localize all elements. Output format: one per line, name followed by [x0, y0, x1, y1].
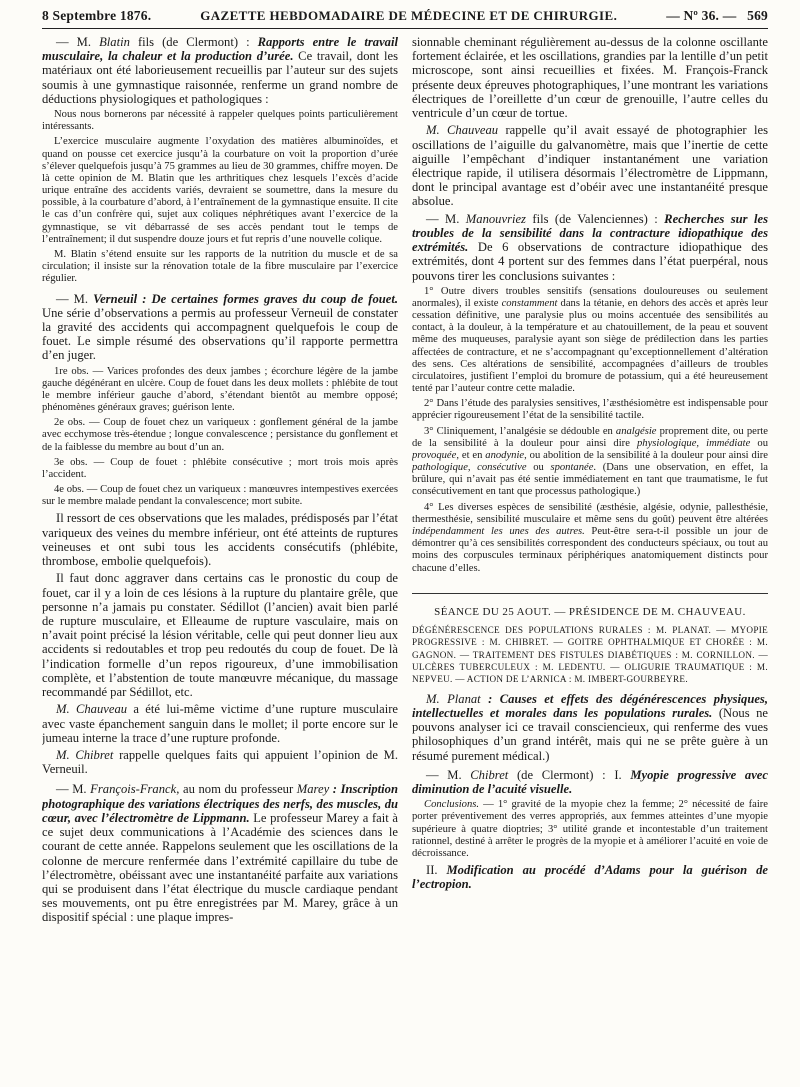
author-name: Verneuil: [93, 291, 138, 306]
professor-name: Marey: [296, 782, 330, 797]
header-journal-title: GAZETTE HEBDOMADAIRE DE MÉDECINE ET DE CHIRURGIE.: [200, 8, 618, 23]
francois-franck-continuation: sionnable cheminant régulièrement au-dessus de la colonne oscillante fortement éclairée, et les oscillations, grandies par la lentille d’un petit microscope, sont ainsi recueillies et fixées. M. François-Franck présente deux épreuves photographiques, l’une montrant les variations électriques de l’oreillette d’un cœur de grenouille, l’autre celles du ventricule d’un cœur de tortue.: [412, 35, 768, 121]
article-title: : Causes et effets des dégénérescences physiques, intellectuelles et morales dans les populations rurales.: [412, 691, 768, 720]
conclusion-3: 3° Cliniquement, l’analgésie se dédouble en analgésie proprement dite, ou perte de la sensibilité à la douleur pour ainsi dire physiologique, immédiate ou provoquée, et en anodynie, ou abolition de la sensibilité à la douleur pour ainsi dire pathologique, consécutive ou spontanée. (Dans une observation, en effet, la brûlure, qui n’avait pas été sentie immédiatement en tant que traumatisme, le fut consécutivement en tant que processus pathologique.): [412, 425, 768, 498]
article-title: Myopie progressive avec diminution de l’acuité visuelle.: [412, 767, 768, 797]
chibret-abstract: — M. Chibret (de Clermont) : I. Myopie progressive avec diminution de l’acuité visuelle.: [412, 767, 768, 797]
conclusion-4: 4° Les diverses espèces de sensibilité (æsthésie, algésie, odynie, pallesthésie, thermesthésie, sensibilité musculaire et même sens du goût) peuvent être altérées indépendamment les unes des autres. Peut-être sera-t-il possible un jour de démontrer qu’à ces sensibilités correspondent des conducteurs spéciaux, ou tout au moins des corpuscules terminaux périphériques anatomiquement distincts pour chacune d’elles.: [412, 501, 768, 574]
chibret-remark: M. Chibret rappelle quelques faits qui appuient l’opinion de M. Verneuil.: [42, 747, 398, 777]
author-name: M. Chauveau: [56, 702, 128, 717]
chibret-conclusions: Conclusions. — 1° gravité de la myopie chez la femme; 2° nécessité de faire porter préventivement des verres appropriés, aux femmes atteintes d’une myopie supérieure à quatre dioptries; 3° utilité grande et incontestable d’un traitement rationnel, destiné à arrêter le progrès de la myopie et à améliorer l’acuité en voie de décroissance.: [412, 799, 768, 859]
author-name: M. Chibret: [56, 747, 114, 762]
session-heading: SÉANCE DU 25 AOUT. — PRÉSIDENCE DE M. CHAUVEAU.: [434, 605, 746, 618]
chauveau-remark: M. Chauveau a été lui-même victime d’une rupture musculaire avec vaste épanchement sanguin dans le mollet; il porte encore sur le jumeau interne la trace d’une rupture profonde.: [42, 702, 398, 745]
right-column: [412, 35, 768, 1075]
article-title: Recherches sur les troubles de la sensibilité dans la contracture idiopathique des extrémités.: [412, 211, 768, 255]
author-name: Blatin: [99, 35, 130, 49]
author-name: M. Chauveau: [426, 123, 499, 138]
author-name: Manouvriez: [465, 211, 526, 226]
observation-2: 2e obs. — Coup de fouet chez un variqueux : gonflement général de la jambe avec ecchymose très-étendue ; longue convalescence ; persistance du gonflement et de la faiblesse du membre au bout d’un an.: [42, 417, 398, 453]
manouvriez-abstract: — M. Manouvriez fils (de Valenciennes) : Recherches sur les troubles de la sensibilité dans la contracture idiopathique des extrémités. De 6 observations de contracture idiopathique des extrémités, dont 4 portent sur des femmes dans l’état puerpéral, nous pouvons tirer les conclusions suivantes :: [412, 211, 768, 283]
verneuil-abstract: — M. Verneuil : De certaines formes graves du coup de fouet. Une série d’observations a permis au professeur Verneuil de constater la gravité des accidents qui accompagnent quelquefois le coup de fouet. Le simple résumé des observations qu’il rapporte permettra d’en juger.: [42, 291, 398, 363]
article-title: : Inscription photographique des variations électriques des nerfs, des muscles, du cœur, avec l’électromètre de Lippmann.: [42, 782, 398, 825]
blatin-summary-2: L’exercice musculaire augmente l’oxydation des matières albuminoïdes, et quand on pousse cet exercice jusqu’à la courbature on voit la proportion d’urée s’élever quelquefois jusqu’à 75 grammes au lieu de 30 grammes, chiffre moyen. De là cette opinion de M. Blatin que les arthritiques chez lesquels l’excès d’acide urique entraîne des accidents variés, devraient se soumettre, dans la mesure du possible, à la courbature d’abord, à l’entraînement de la gymnastique ensuite. Il cite le cas d’un confrère qui, sujet aux coliques néphrétiques avant l’exercice de la gymnastique, se vit débarrassé de ses accès pendant tout le temps de l’entraînement; il dut suspendre douze jours et fut repris d’une nouvelle colique.: [42, 136, 398, 245]
article-title: Modification au procédé d’Adams pour la guérison de l’ectropion.: [412, 863, 768, 892]
planat-abstract: M. Planat : Causes et effets des dégénérescences physiques, intellectuelles et morales dans les populations rurales. (Nous ne pouvons analyser ici ce travail consciencieux, qui renferme des vues philosophiques d’un grand intérêt, mais qui ne se prête guère à un résumé purement médical.): [412, 691, 768, 763]
article-title: : De certaines formes graves du coup de fouet.: [137, 291, 398, 306]
session-summary: DÉGÉNÉRESCENCE DES POPULATIONS RURALES : M. PLANAT. — MYOPIE PROGRESSIVE : M. CHIBRET. — GOITRE OPHTHALMIQUE ET CHORÉE : M. GAGNON. — TRAITEMENT DES FISTULES DIABÉTIQUES : M. CORNILLON. — ULCÈRES TUBERCULEUX : M. LEDENTU. — OLIGURIE TRAUMATIQUE : M. NEPVEU. — ACTION DE L’ARNICA : M. IMBERT-GOURBEYRE.: [412, 624, 768, 685]
header-page-number: 569: [747, 8, 768, 23]
two-column-body: [42, 35, 768, 1075]
conclusion-1: 1° Outre divers troubles sensitifs (sensations douloureuses ou seulement anormales), il existe constamment dans la tétanie, en dehors des accès et après leur cessation définitive, une paralysie plus ou moins accentuée des sensibilités au contact, à la douleur, à la température et au chatouillement, de la peau et souvent même des muqueuses, paralysie ayant son siège de prédilection dans les parties affectées de contracture, et ne s’accompagnant qu’exceptionnellement d’altération des sens. Ces altérations de sensibilité, accompagnées d’ailleurs de troubles circulatoires, justifient l’emploi du bromure de potassium, qui a été heureusement tenté par l’auteur contre cette maladie.: [412, 285, 768, 395]
conclusions-label: Conclusions.: [424, 799, 480, 811]
blatin-summary-1: Nous nous bornerons par nécessité à rappeler quelques points particulièrement intéressants.: [42, 109, 398, 133]
observation-4: 4e obs. — Coup de fouet chez un variqueux : manœuvres intempestives exercées sur le membre malade pendant la convalescence; mort subite.: [42, 484, 398, 508]
left-column: [42, 35, 398, 1075]
article-title: Rapports entre le travail musculaire, la chaleur et la production d’urée.: [42, 35, 398, 64]
observation-1: 1re obs. — Varices profondes des deux jambes ; écorchure légère de la jambe gauche dégénérant en ulcère. Coup de fouet dans les deux mollets : phlébite de tout le membre inférieur gauche d’abord, s’étendant bientôt au membre opposé; phénomènes généraux graves; guérison lente.: [42, 365, 398, 414]
francois-franck-abstract: — M. François-Franck, au nom du professeur Marey : Inscription photographique des variations électriques des nerfs, des muscles, du cœur, avec l’électromètre de Lippmann. Le professeur Marey a fait à ce sujet deux communications à l’Académie des sciences dans le courant de cette année. Rappelons seulement que les oscillations de la colonne de mercure renfermée dans l’extrémité capillaire du tube de l’électromètre, obéissant avec une instantanéité parfaite aux variations qui se produisent dans l’état électrique du muscle cardiaque pendant ses mouvements, ont pu être enregistrées par M. Marey, grâce à un dispositif spécial : une plaque impres-: [42, 782, 398, 925]
author-name: François-Franck: [90, 782, 177, 797]
conclusion-2: 2° Dans l’étude des paralysies sensitives, l’æsthésiomètre est indispensable pour apprécier rigoureusement l’état de la sensibilité tactile.: [412, 398, 768, 422]
chauveau-photography-remark: M. Chauveau rappelle qu’il avait essayé de photographier les oscillations de l’aiguille du galvanomètre, mais que l’inertie de cette aiguille l’empêchant d’indiquer instantanément une variation électrique rapide, il utilisera désormais l’électromètre de Lippmann, dont le principal avantage est d’obéir avec une instantanéité presque absolue.: [412, 123, 768, 209]
blatin-abstract: — M. Blatin fils (de Clermont) : Rapports entre le travail musculaire, la chaleur et la production d’urée. Ce travail, dont les matériaux ont été laborieusement recueillis par l’auteur sur des sujets soumis à une gymnastique raisonnée, renferme un grand nombre de déductions physiologiques et pathologiques :: [42, 35, 398, 106]
blatin-summary-3: M. Blatin s’étend ensuite sur les rapports de la nutrition du muscle et de sa circulation; il insiste sur la rénovation totale de la fibre musculaire par l’exercice régulier.: [42, 248, 398, 285]
author-name: Chibret: [470, 767, 509, 782]
running-header: [42, 6, 768, 29]
observation-3: 3e obs. — Coup de fouet : phlébite consécutive ; mort trois mois après l’accident.: [42, 456, 398, 480]
section-divider: [412, 593, 768, 594]
verneuil-paragraph-3: Il faut donc aggraver dans certains cas le pronostic du coup de fouet, car il y a loin de ces lésions à la rupture du plantaire grêle, que personne n’a jamais pu constater. Sédillot (l’ancien) avait bien parlé de rupture musculaire, et Elleaume de rupture vasculaire, mais on n’avait point précisé la lésion véritable, celle qui peut donner lieu aux accidents si redoutables et trop peu redoutés du coup de fouet. De là l’indication formelle d’un repos rigoureux, d’une immobilisation complète, et l’abstention de toute manœuvre mécanique, du massage recommandé par Sédillot, etc.: [42, 571, 398, 700]
header-issue: — Nº 36. —: [666, 8, 737, 23]
header-date: 8 Septembre 1876.: [42, 8, 152, 23]
verneuil-paragraph-2: Il ressort de ces observations que les malades, prédisposés par l’état variqueux des veines du membre inférieur, ont été atteints de ruptures veineuses et ont subi tous les accidents consécutifs (phlébite, thrombose, embolie quelquefois).: [42, 511, 398, 569]
header-issue-and-page: [666, 8, 768, 24]
adams-modification: II. Modification au procédé d’Adams pour la guérison de l’ectropion.: [412, 863, 768, 892]
author-name: M. Planat: [426, 691, 481, 706]
